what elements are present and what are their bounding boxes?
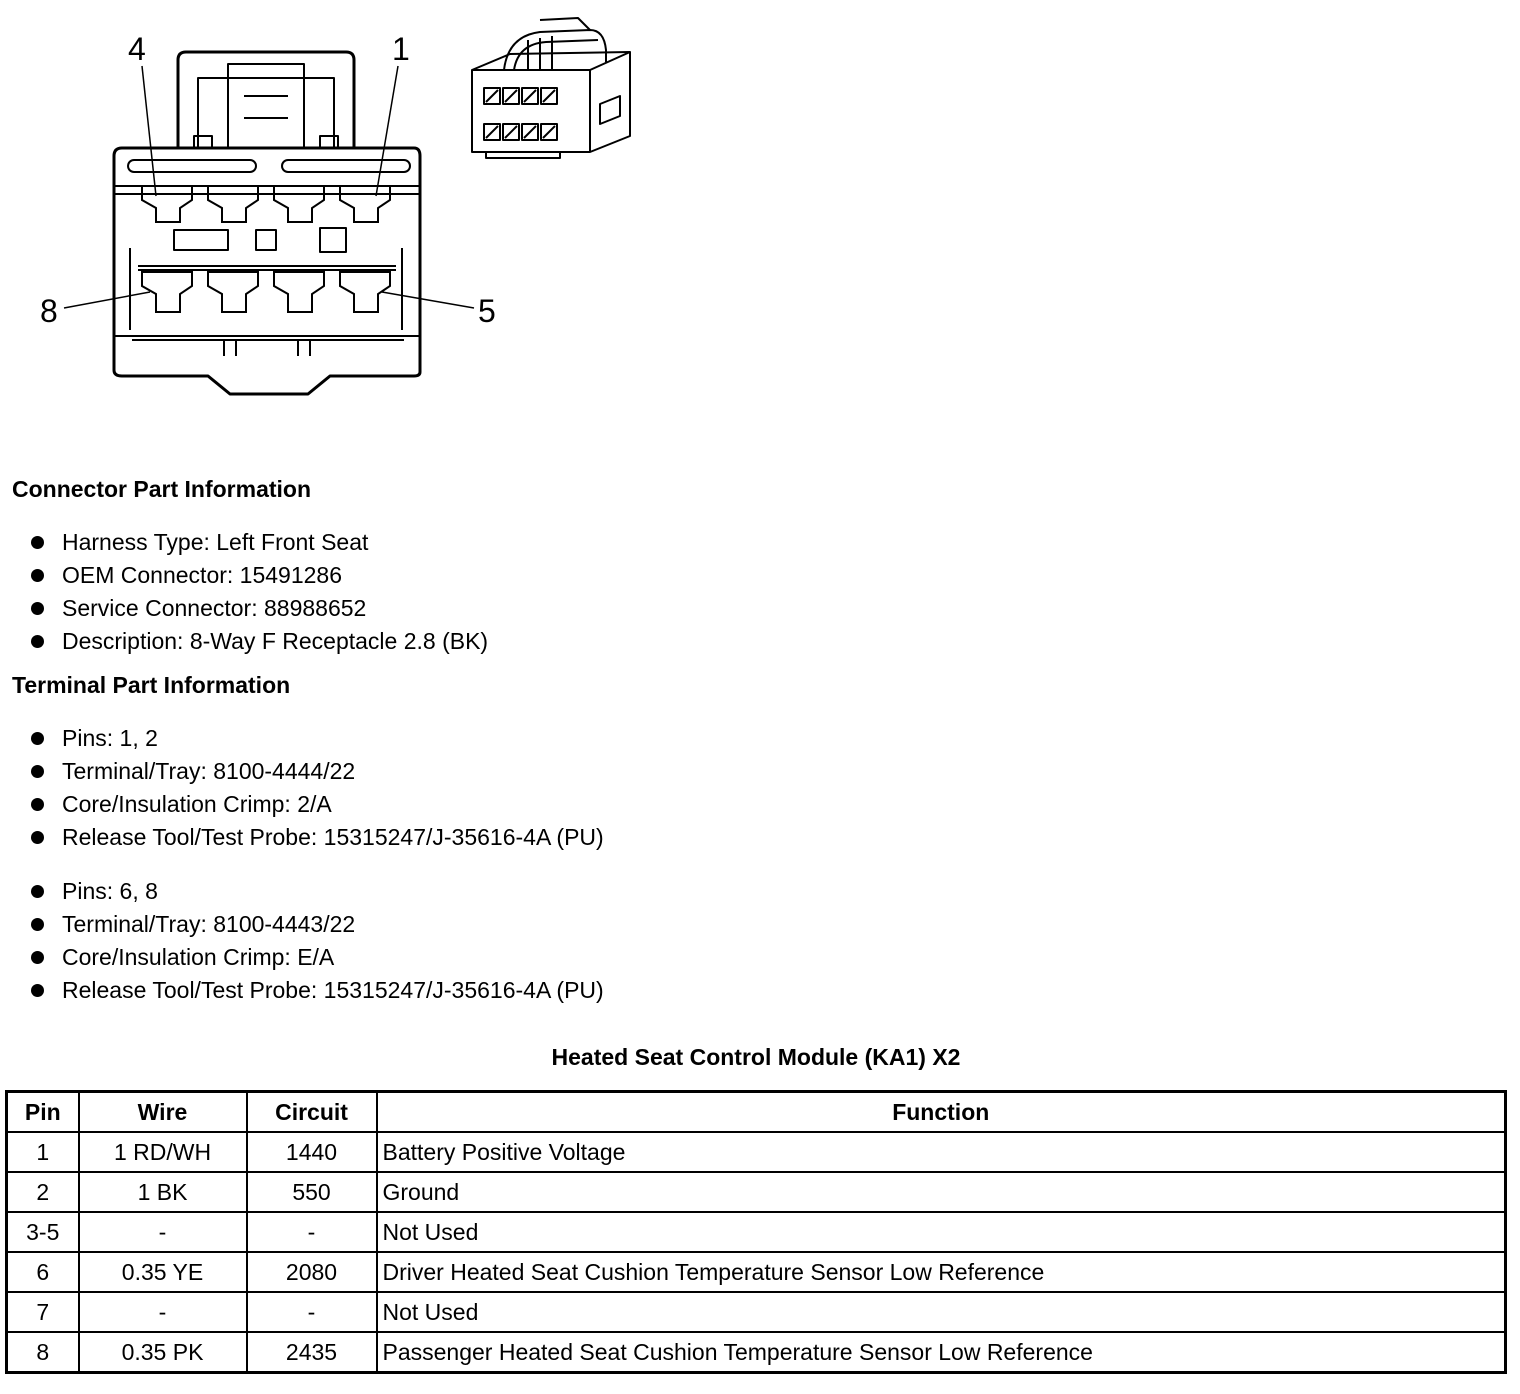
cell-circuit: 550 bbox=[247, 1172, 377, 1212]
connector-part-info-list bbox=[28, 526, 488, 658]
table-header-row bbox=[7, 1092, 1506, 1133]
connector-isometric-view bbox=[472, 18, 630, 158]
table-row bbox=[7, 1172, 1506, 1212]
pin-label-1: 1 bbox=[392, 31, 410, 67]
leader-line-8 bbox=[64, 292, 150, 308]
list-item: Service Connector: 88988652 bbox=[28, 592, 488, 625]
pin-label-5: 5 bbox=[478, 293, 496, 329]
cell-function: Driver Heated Seat Cushion Temperature Sensor Low Reference bbox=[377, 1252, 1506, 1292]
cell-function: Battery Positive Voltage bbox=[377, 1132, 1506, 1172]
table-row bbox=[7, 1252, 1506, 1292]
list-item: Core/Insulation Crimp: 2/A bbox=[28, 788, 604, 821]
cell-pin: 3-5 bbox=[7, 1212, 79, 1252]
cell-circuit: - bbox=[247, 1212, 377, 1252]
pin-label-8: 8 bbox=[40, 293, 58, 329]
cell-wire: 1 RD/WH bbox=[79, 1132, 247, 1172]
cell-pin: 2 bbox=[7, 1172, 79, 1212]
cell-circuit: 2080 bbox=[247, 1252, 377, 1292]
list-item: Pins: 1, 2 bbox=[28, 722, 604, 755]
leader-line-5 bbox=[382, 292, 474, 308]
table-row bbox=[7, 1332, 1506, 1373]
terminal-part-info-title: Terminal Part Information bbox=[12, 672, 291, 698]
header-circuit: Circuit bbox=[247, 1092, 377, 1133]
list-item: Release Tool/Test Probe: 15315247/J-35616-4A (PU) bbox=[28, 974, 604, 1007]
table-row bbox=[7, 1212, 1506, 1252]
connector-diagram bbox=[0, 0, 700, 420]
cavity-6 bbox=[274, 272, 324, 312]
list-item: Terminal/Tray: 8100-4444/22 bbox=[28, 755, 604, 788]
cell-pin: 7 bbox=[7, 1292, 79, 1332]
table-row bbox=[7, 1132, 1506, 1172]
cell-wire: 0.35 PK bbox=[79, 1332, 247, 1373]
header-function: Function bbox=[377, 1092, 1506, 1133]
cell-circuit: 2435 bbox=[247, 1332, 377, 1373]
pinout-table-title: Heated Seat Control Module (KA1) X2 bbox=[551, 1044, 961, 1070]
pin-label-4: 4 bbox=[128, 31, 146, 67]
cell-wire: 1 BK bbox=[79, 1172, 247, 1212]
cavity-4 bbox=[142, 186, 192, 222]
cavity-2 bbox=[274, 186, 324, 222]
connector-latch bbox=[178, 52, 354, 148]
list-item: OEM Connector: 15491286 bbox=[28, 559, 488, 592]
list-item: Harness Type: Left Front Seat bbox=[28, 526, 488, 559]
cell-function: Not Used bbox=[377, 1292, 1506, 1332]
cell-wire: - bbox=[79, 1212, 247, 1252]
leader-line-4 bbox=[142, 66, 156, 196]
header-wire: Wire bbox=[79, 1092, 247, 1133]
cavity-7 bbox=[208, 272, 258, 312]
cell-pin: 1 bbox=[7, 1132, 79, 1172]
table-row bbox=[7, 1292, 1506, 1332]
pinout-table bbox=[5, 1090, 1507, 1374]
header-pin: Pin bbox=[7, 1092, 79, 1133]
list-item: Terminal/Tray: 8100-4443/22 bbox=[28, 908, 604, 941]
list-item: Release Tool/Test Probe: 15315247/J-35616-4A (PU) bbox=[28, 821, 604, 854]
cell-function: Passenger Heated Seat Cushion Temperature Sensor Low Reference bbox=[377, 1332, 1506, 1373]
leader-line-1 bbox=[376, 66, 398, 196]
cavity-3 bbox=[208, 186, 258, 222]
terminal-group-2 bbox=[28, 875, 604, 1007]
list-item: Core/Insulation Crimp: E/A bbox=[28, 941, 604, 974]
cell-wire: 0.35 YE bbox=[79, 1252, 247, 1292]
cell-pin: 8 bbox=[7, 1332, 79, 1373]
cell-function: Not Used bbox=[377, 1212, 1506, 1252]
cell-circuit: 1440 bbox=[247, 1132, 377, 1172]
cell-pin: 6 bbox=[7, 1252, 79, 1292]
list-item: Description: 8-Way F Receptacle 2.8 (BK) bbox=[28, 625, 488, 658]
list-item: Pins: 6, 8 bbox=[28, 875, 604, 908]
cavity-1 bbox=[340, 186, 390, 222]
connector-part-info-title: Connector Part Information bbox=[12, 476, 312, 502]
cell-wire: - bbox=[79, 1292, 247, 1332]
cell-function: Ground bbox=[377, 1172, 1506, 1212]
terminal-group-1 bbox=[28, 722, 604, 854]
cell-circuit: - bbox=[247, 1292, 377, 1332]
